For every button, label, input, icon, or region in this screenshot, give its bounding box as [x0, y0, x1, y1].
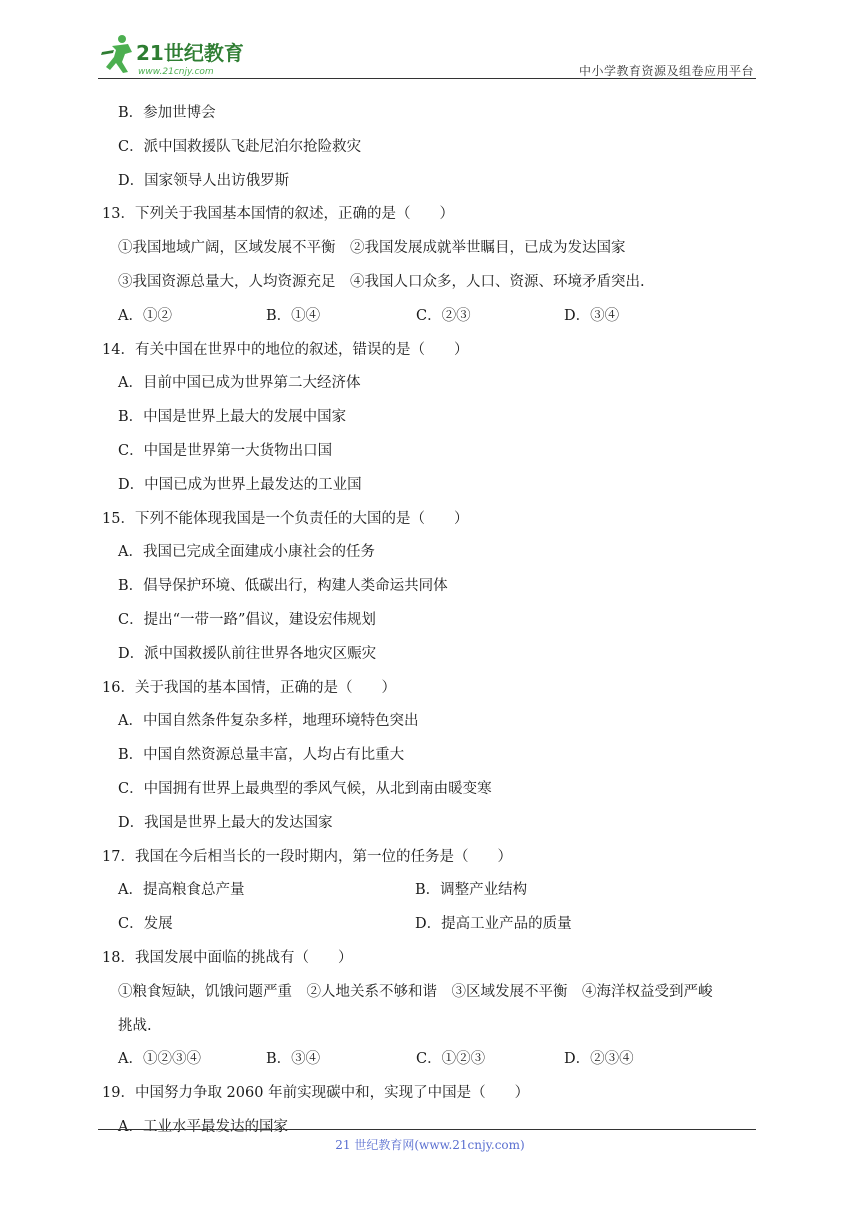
- statement-line: ①我国地域广阔，区域发展不平衡 ②我国发展成就举世瞩目，已成为发达国家: [118, 240, 626, 257]
- option-a: A．①②: [118, 307, 172, 324]
- option-line: D．派中国救援队前往世界各地灾区赈灾: [118, 645, 377, 662]
- question-19: 19．中国努力争取 2060 年前实现碳中和，实现了中国是（ ）: [102, 1085, 530, 1102]
- option-a: A．①②③④: [118, 1051, 201, 1068]
- options-row: [98, 300, 758, 334]
- options-row: [98, 1043, 758, 1077]
- question-14: 14．有关中国在世界中的地位的叙述，错误的是（ ）: [102, 341, 469, 358]
- option-line: B．倡导保护环境、低碳出行，构建人类命运共同体: [118, 578, 448, 595]
- option-b: B．③④: [266, 1051, 321, 1068]
- logo-21cnjy: [98, 32, 258, 78]
- option-c: C．发展: [118, 916, 173, 933]
- statement-line: ①粮食短缺，饥饿问题严重 ②人地关系不够和谐 ③区域发展不平衡 ④海洋权益受到严峻: [118, 983, 713, 1000]
- option-line: B．中国是世界上最大的发展中国家: [118, 409, 347, 426]
- options-row: [98, 874, 758, 908]
- statement-line: ③我国资源总量大，人均资源充足 ④我国人口众多，人口、资源、环境矛盾突出.: [118, 273, 645, 290]
- option-line: C．派中国救援队飞赴尼泊尔抢险救灾: [118, 138, 362, 155]
- option-line: C．中国是世界第一大货物出口国: [118, 442, 333, 459]
- option-line: A．工业水平最发达的国家: [118, 1118, 288, 1135]
- option-d: D．②③④: [564, 1051, 634, 1068]
- option-line: A．目前中国已成为世界第二大经济体: [118, 375, 361, 392]
- option-c: C．①②③: [416, 1051, 486, 1068]
- runner-icon: [101, 35, 132, 73]
- question-13: 13．下列关于我国基本国情的叙述，正确的是（ ）: [102, 206, 454, 223]
- question-content: [98, 97, 758, 1145]
- option-d: D．提高工业产品的质量: [415, 916, 572, 933]
- option-line: B．中国自然资源总量丰富，人均占有比重大: [118, 747, 405, 764]
- question-16: 16．关于我国的基本国情，正确的是（ ）: [102, 679, 396, 696]
- option-line: C．提出“一带一路”倡议，建设宏伟规划: [118, 611, 376, 628]
- option-b: B．①④: [266, 307, 321, 324]
- option-b: B．调整产业结构: [415, 882, 528, 899]
- option-line: A．中国自然条件复杂多样，地理环境特色突出: [118, 713, 419, 730]
- option-line: D．中国已成为世界上最发达的工业国: [118, 476, 362, 493]
- footer-link[interactable]: 21 世纪教育网(www.21cnjy.com): [335, 1138, 525, 1152]
- footer-divider: [98, 1129, 756, 1130]
- platform-name: 中小学教育资源及组卷应用平台: [578, 64, 754, 78]
- question-18: 18．我国发展中面临的挑战有（ ）: [102, 949, 353, 966]
- question-17: 17．我国在今后相当长的一段时期内，第一位的任务是（ ）: [102, 848, 512, 865]
- statement-line: 挑战.: [118, 1017, 152, 1034]
- header-divider: [98, 78, 756, 79]
- svg-text:21世纪教育: 21世纪教育: [136, 41, 244, 65]
- option-c: C．②③: [416, 307, 471, 324]
- option-line: A．我国已完成全面建成小康社会的任务: [118, 544, 375, 561]
- page-header: [98, 30, 756, 80]
- option-line: C．中国拥有世界上最典型的季风气候，从北到南由暖变寒: [118, 780, 492, 797]
- option-a: A．提高粮食总产量: [118, 882, 245, 899]
- options-row: [98, 908, 758, 942]
- question-15: 15．下列不能体现我国是一个负责任的大国的是（ ）: [102, 510, 469, 527]
- option-line: D．国家领导人出访俄罗斯: [118, 172, 290, 189]
- option-d: D．③④: [564, 307, 620, 324]
- svg-text:www.21cnjy.com: www.21cnjy.com: [138, 67, 214, 77]
- option-line: B．参加世博会: [118, 105, 216, 121]
- option-line: D．我国是世界上最大的发达国家: [118, 814, 333, 831]
